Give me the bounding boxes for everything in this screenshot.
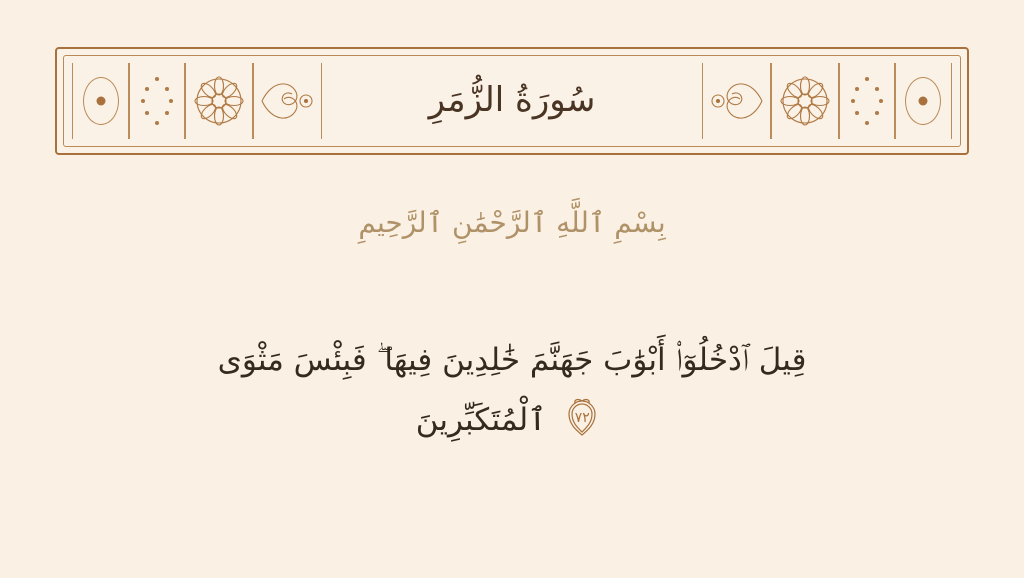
surah-header-band <box>55 47 969 155</box>
ayah-text-block <box>112 330 912 451</box>
ayah-line-with-marker <box>112 390 912 450</box>
basmala-text: بِسْمِ ٱللَّهِ ٱلرَّحْمَٰنِ ٱلرَّحِيمِ <box>358 206 666 239</box>
ayah-end-marker <box>562 398 602 438</box>
surah-title: سُورَةُ الزُّمَرِ <box>428 80 596 121</box>
ayah-line: قِيلَ ٱدْخُلُوٓا۟ أَبْوَٰبَ جَهَنَّمَ خَٰلِدِينَ فِيهَا ۖ فَبِئْسَ مَثْوَى <box>217 342 807 378</box>
ayah-line: ٱلْمُتَكَبِّرِينَ <box>415 402 547 439</box>
ayah-number: ٧٢ <box>574 409 590 426</box>
surah-header-inner-frame <box>63 55 961 147</box>
